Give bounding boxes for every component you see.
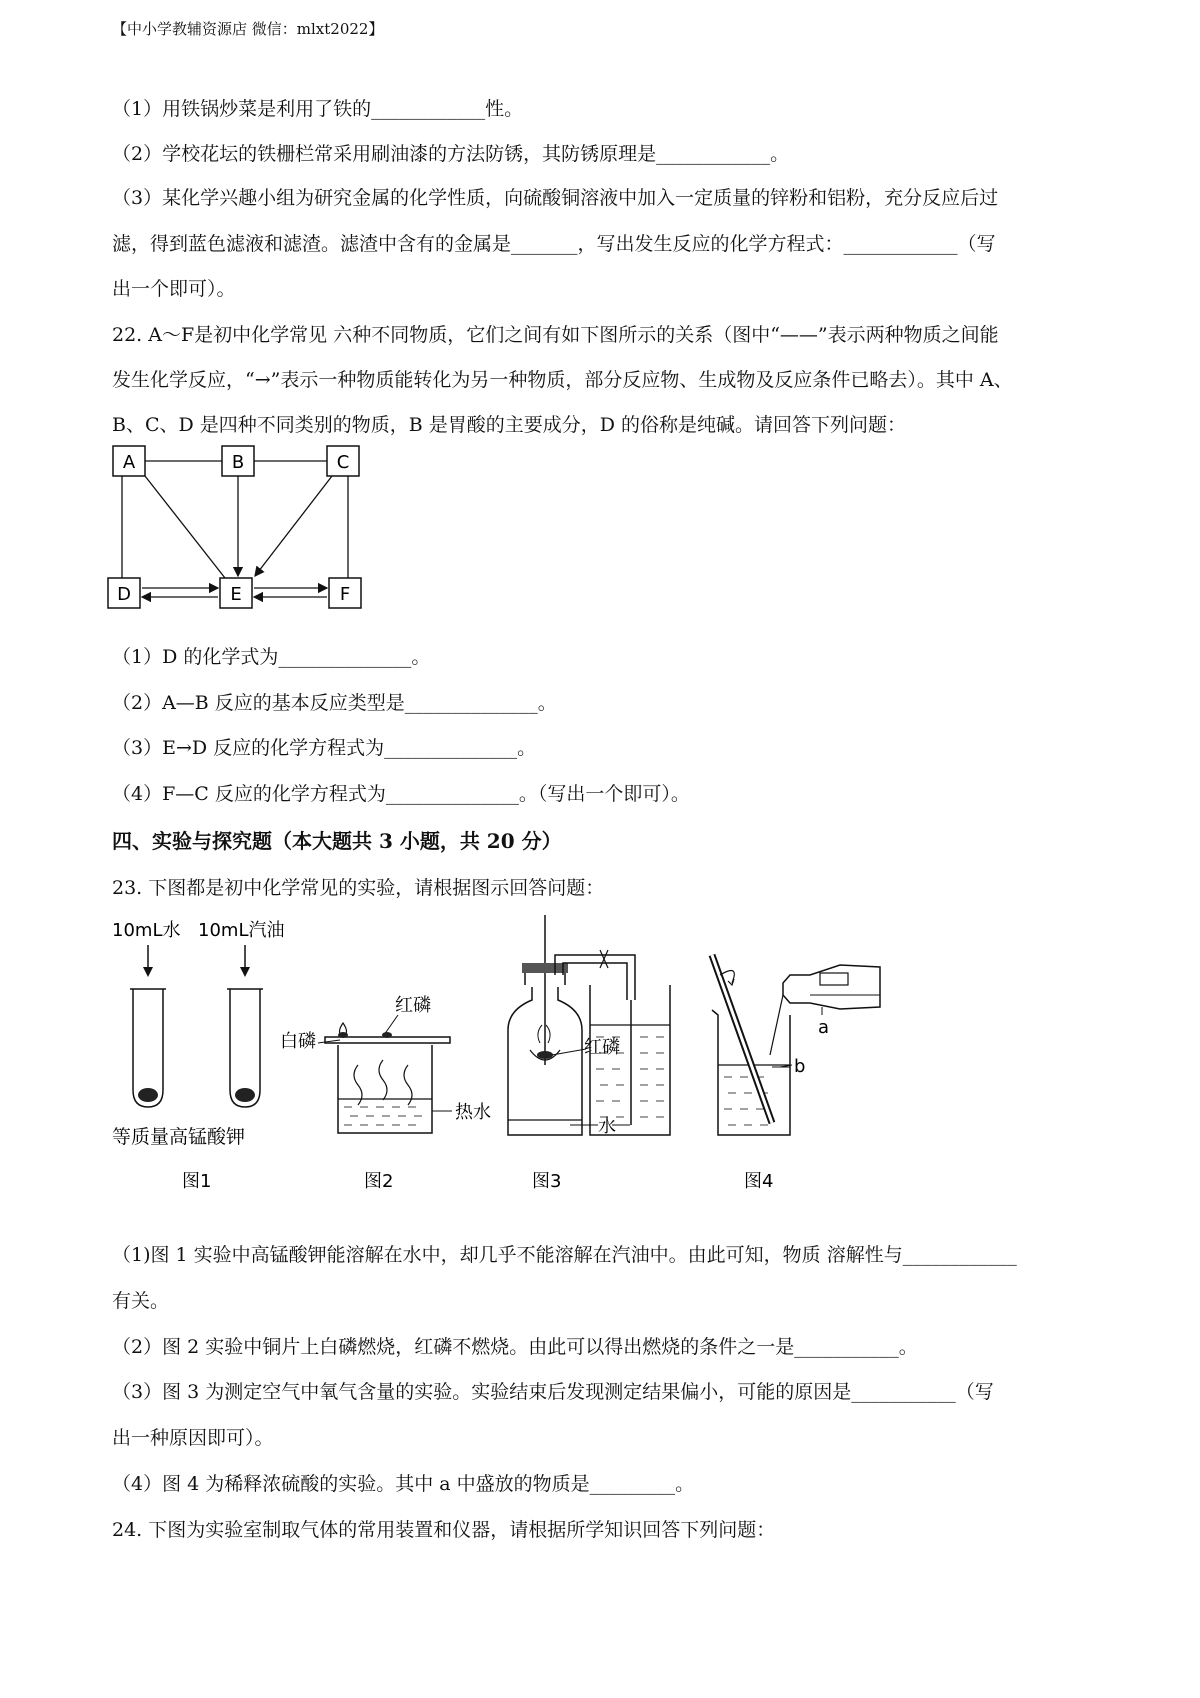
q21-part3-line3: 出一个即可）。 bbox=[112, 278, 236, 300]
page-header: 【中小学教辅资源店 微信：mlxt2022】 bbox=[112, 20, 384, 38]
q24-stem: 24. 下图为实验室制取气体的常用装置和仪器，请根据所学知识回答下列问题： bbox=[112, 1519, 776, 1541]
q23-part2: （2）图 2 实验中铜片上白磷燃烧，红磷不燃烧。由此可以得出燃烧的条件之一是___________。 bbox=[112, 1336, 918, 1358]
q22-stem-line1: 22. A～F是初中化学常见 六种不同物质，它们之间有如下图所示的关系（图中“——”表示两种物质之间能 bbox=[112, 324, 999, 346]
caption-fig4: 图4 bbox=[744, 1171, 774, 1192]
node-b: B bbox=[231, 452, 245, 473]
q22-part3: （3）E→D 反应的化学方程式为______________。 bbox=[112, 737, 537, 759]
q21-part3-line1: （3）某化学兴趣小组为研究金属的化学性质，向硫酸铜溶液中加入一定质量的锌粉和铝粉，充分反应后过 bbox=[112, 187, 999, 209]
q21-part2: （2）学校花坛的铁栅栏常采用刷油漆的方法防锈，其防锈原理是____________。 bbox=[112, 143, 790, 165]
q22-part4: （4）F—C 反应的化学方程式为______________。（写出一个即可）。 bbox=[112, 783, 690, 805]
q22-part2: （2）A—B 反应的基本反应类型是______________。 bbox=[112, 692, 557, 714]
q23-part3-line1: （3）图 3 为测定空气中氧气含量的实验。实验结束后发现测定结果偏小，可能的原因是___________（写 bbox=[112, 1381, 994, 1403]
caption-fig3: 图3 bbox=[532, 1171, 562, 1192]
label-hot-water: 热水 bbox=[455, 1102, 491, 1123]
label-10ml-oil: 10mL汽油 bbox=[198, 920, 285, 941]
beaker-fig2 bbox=[338, 1045, 432, 1133]
label-kmno4: 等质量高锰酸钾 bbox=[112, 1126, 246, 1148]
label-b: b bbox=[794, 1056, 806, 1077]
q21-part3-line2: 滤，得到蓝色滤液和滤渣。滤渣中含有的金属是_______，写出发生反应的化学方程式：____________（写 bbox=[112, 233, 996, 255]
label-white-phosphorus: 白磷 bbox=[280, 1031, 316, 1052]
label-red-phosphorus-fig3: 红磷 bbox=[584, 1037, 620, 1058]
label-10ml-water: 10mL水 bbox=[112, 920, 181, 941]
q23-part1-line2: 有关。 bbox=[112, 1290, 170, 1312]
node-d: D bbox=[117, 584, 131, 605]
node-a: A bbox=[122, 452, 136, 473]
q22-stem-line3: B、C、D 是四种不同类别的物质，B 是胃酸的主要成分，D 的俗称是纯碱。请回答下列问题： bbox=[112, 414, 907, 436]
q22-part1: （1）D 的化学式为______________。 bbox=[112, 646, 431, 668]
caption-fig2: 图2 bbox=[364, 1171, 394, 1192]
q23-part4: （4）图 4 为稀释浓硫酸的实验。其中 a 中盛放的物质是_________。 bbox=[112, 1473, 695, 1495]
label-a: a bbox=[818, 1017, 830, 1038]
label-red-phosphorus-fig2: 红磷 bbox=[395, 995, 431, 1016]
q23-part3-line2: 出一种原因即可）。 bbox=[112, 1427, 274, 1449]
q23-stem: 23. 下图都是初中化学常见的实验，请根据图示回答问题： bbox=[112, 877, 605, 899]
reagent-bottle-a bbox=[783, 965, 880, 1009]
node-f: F bbox=[339, 584, 351, 605]
node-c: C bbox=[336, 452, 350, 473]
q23-part1-line1: （1)图 1 实验中高锰酸钾能溶解在水中，却几乎不能溶解在汽油中。由此可知，物质 溶解性与____________ bbox=[112, 1244, 1017, 1266]
q22-stem-line2: 发生化学反应，“→”表示一种物质能转化为另一种物质，部分反应物、生成物及反应条件已略去）。其中 A、 bbox=[112, 369, 1013, 391]
q23-experiment-figures bbox=[100, 915, 1000, 1215]
q22-relation-diagram bbox=[100, 440, 400, 615]
node-e: E bbox=[230, 584, 242, 605]
label-water-fig3: 水 bbox=[598, 1116, 616, 1137]
caption-fig1: 图1 bbox=[182, 1171, 212, 1192]
q21-part1: （1）用铁锅炒菜是利用了铁的____________性。 bbox=[112, 98, 524, 120]
beaker-fig3 bbox=[590, 985, 670, 1135]
section-4-heading: 四、实验与探究题（本大题共 3 小题，共 20 分） bbox=[112, 829, 562, 853]
